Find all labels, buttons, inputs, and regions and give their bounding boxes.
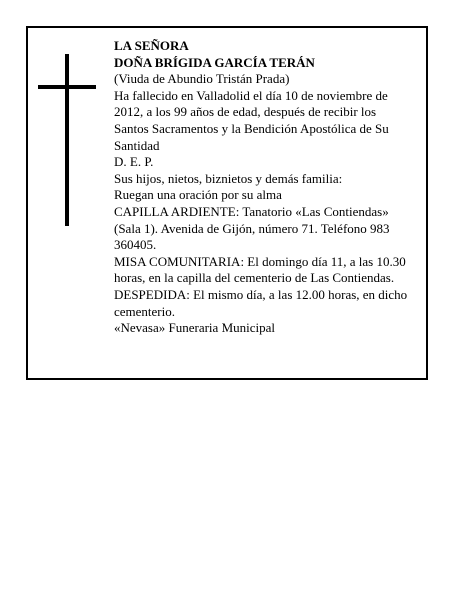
cross-icon (38, 54, 96, 226)
dep-line: D. E. P. (114, 154, 154, 170)
mass-paragraph: MISA COMUNITARIA: El domingo día 11, a las 10.30 horas, en la capilla del cementerio de Las Contiendas. (114, 253, 406, 286)
cross-horizontal-bar (38, 85, 96, 89)
obituary-notice (26, 26, 428, 380)
chapel-paragraph: CAPILLA ARDIENTE: Tanatorio «Las Contiendas» (Sala 1). Avenida de Gijón, número 71. Teléfono 983 360405. (114, 203, 390, 253)
notice-text (114, 38, 410, 337)
heading-line-1: LA SEÑORA (114, 38, 189, 53)
farewell-paragraph: DESPEDIDA: El mismo día, a las 12.00 horas, en dicho cementerio. (114, 286, 408, 319)
death-paragraph: Ha fallecido en Valladolid el día 10 de noviembre de 2012, a los 99 años de edad, después de recibir los Santos Sacramentos y la Bendición Apostólica de Su Santidad (114, 87, 389, 153)
prayer-line: Ruegan una oración por su alma (114, 187, 282, 203)
widow-line: (Viuda de Abundio Tristán Prada) (114, 71, 290, 87)
funeral-home-line: «Nevasa» Funeraria Municipal (114, 320, 276, 336)
family-line: Sus hijos, nietos, biznietos y demás familia: (114, 170, 343, 186)
deceased-name: DOÑA BRÍGIDA GARCÍA TERÁN (114, 54, 315, 70)
cross-vertical-bar (65, 54, 69, 226)
